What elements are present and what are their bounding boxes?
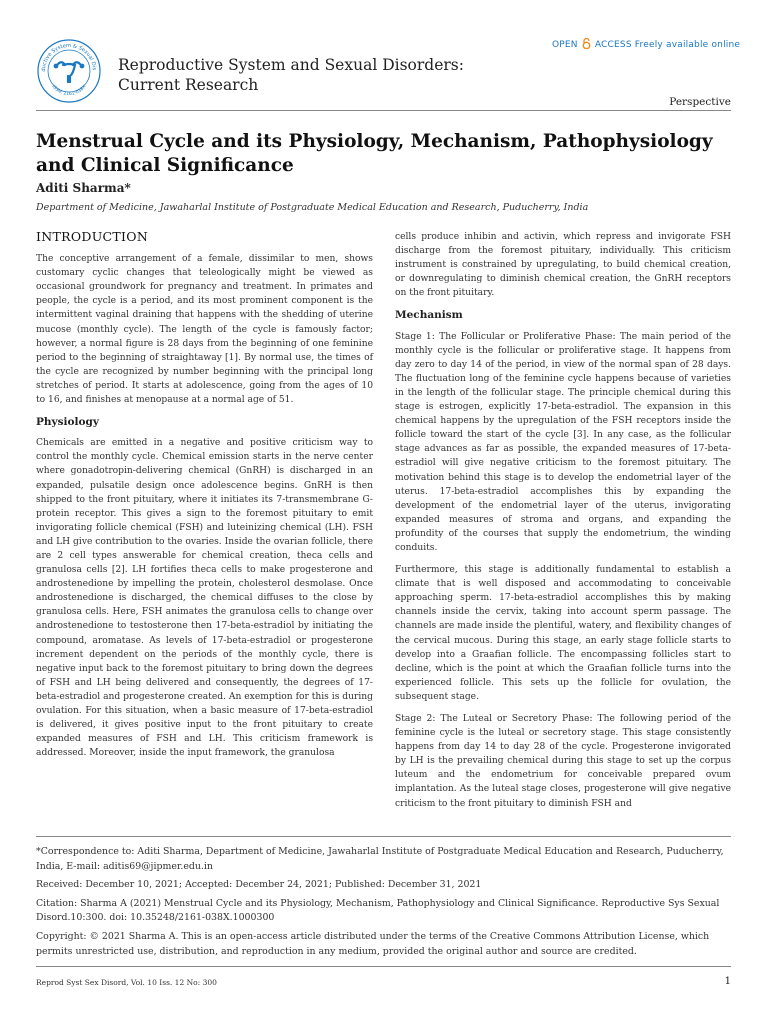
physiology-paragraph: Chemicals are emitted in a negative and positive criticism way to control the monthly cycle. Chemical emission starts in the nerve center where gonadotropin-delivering chemical (GnRH) is discharged in an expanded, pulsatile design once adolescence begins. GnRH is then shipped to the front pituitary, where it initiates its 7-transmembrane G-protein receptor. This gives a sign to the foremost pituitary to emit invigorating follicle chemical (FSH) and luteinizing chemical (LH). FSH and LH give contribution to the ovaries. Inside the ovarian follicle, there are 2 cell types answerable for chemical creation, theca cells and granulosa cells [2]. LH fortifies theca cells to make progesterone and androstenedione by impelling the protein, cholesterol desmolase. Once androstenedione is discharged, the chemical diffuses to the close by granulosa cells. Here, FSH animates the granulosa cells to change over androstenedione to testosterone then 17-beta-estradiol by initiating the compound, aromatase. As levels of 17-beta-estradiol or progesterone increment dependent on the periods of the monthly cycle, there is negative input back to the foremost pituitary to bring down the degrees of FSH and LH being delivered and consequently, the degrees of 17-beta-estradiol and progesterone created. An exemption for this is during ovulation. For this situation, when a basic measure of 17-beta-estradiol is delivered, it gives positive input to the front pituitary to create expanded measures of FSH and LH. This criticism framework is addressed. Moreover, inside the input framework, the granulosa xyxy=(36,438,373,759)
open-access-badge[interactable] xyxy=(552,38,740,50)
physiology-heading: Physiology xyxy=(36,416,99,429)
mechanism-heading: Mechanism xyxy=(395,309,463,322)
copyright-note: Copyright: © 2021 Sharma A. This is an open-access article distributed under the terms of the Creative Commons Attribution License, which permits unrestricted use, distribution, and reproduction in any medium, provided the original author and source are credited. xyxy=(36,930,710,957)
paper-title: Menstrual Cycle and its Physiology, Mechanism, Pathophysiology and Clinical Significance xyxy=(36,131,713,176)
journal-title xyxy=(118,55,464,95)
correspondence-note: *Correspondence to: Aditi Sharma, Department of Medicine, Jawaharlal Institute of Postgraduate Medical Education and Research, Puducherry, India, E-mail: aditis69@jipmer.edu.in xyxy=(36,846,724,872)
footer-divider xyxy=(36,966,731,967)
journal-title-line1: Reproductive System and Sexual Disorders: xyxy=(118,56,464,74)
right-column xyxy=(395,230,731,819)
journal-logo xyxy=(36,38,102,104)
furthermore-paragraph: Furthermore, this stage is additionally fundamental to establish a climate that is well disposed and accommodating to conceivable approaching sperm. 17-beta-estradiol accomplishes this by making channels inside the cervix, taking into account sperm passage. The channels are made inside the plentiful, watery, and flexibility changes of the cervical mucous. During this stage, an early stage follicle starts to develop into a Graafian follicle. The encompassing follicles start to decline, which is the point at which the Graafian follicle turns into the experienced follicle. This sets up the follicle for ovulation, the subsequent stage. xyxy=(395,565,731,702)
citation-note: Citation: Sharma A (2021) Menstrual Cycle and its Physiology, Mechanism, Pathophysiology and Clinical Significance. Reproductive Sys Sexual Disord.10:300. doi: 10.35248/2161-038X.1000300 xyxy=(36,897,720,924)
article-type: Perspective xyxy=(669,96,731,108)
open-access-open-label: OPEN xyxy=(552,40,578,50)
svg-text:Reproductive System & Sexual D xyxy=(36,38,97,72)
stage2-paragraph: Stage 2: The Luteal or Secretory Phase: The following period of the feminine cycle is the luteal or secretory stage. This stage consistently happens from day 14 to day 28 of the cycle. Progesterone invigorated by LH is the prevailing chemical during this stage to set up the corpus luteum and the endometrium for conceivable prepared ovum implantation. As the luteal stage closes, progesterone will give negative criticism to the front pituitary to diminish FSH and xyxy=(395,714,731,809)
author-affiliation: Department of Medicine, Jawaharlal Institute of Postgraduate Medical Education and Research, Puducherry, India xyxy=(36,202,589,213)
svg-text:ISSN: 2161-038X xyxy=(50,84,87,97)
continuation-paragraph: cells produce inhibin and activin, which repress and invigorate FSH discharge from the foremost pituitary, individually. This criticism instrument is constrained by upregulating, to build chemical creation, or downregulating to diminish chemical creation, the GnRH receptors on the front pituitary. xyxy=(395,232,731,299)
dates-note: Received: December 10, 2021; Accepted: December 24, 2021; Published: December 31, 2021 xyxy=(36,879,482,891)
introduction-paragraph: The conceptive arrangement of a female, dissimilar to men, shows customary cyclic changes that teleologically might be viewed as occasional groundwork for pregnancy and treatment. In primates and people, the cycle is a period, and its most prominent component is the intermittent vaginal draining that happens with the shedding of uterine mucose (monthly cycle). The length of the cycle is famously factor; however, a normal figure is 28 days from the beginning of one feminine period to the beginning of straightaway [1]. By normal use, the times of the cycle are recognized by number beginning with the principal long stretches of period. It starts at adolescence, going from the ages of 10 to 16, and finishes at menopause at a normal age of 51. xyxy=(36,254,373,406)
page-number: 1 xyxy=(724,976,731,987)
open-lock-icon xyxy=(582,38,591,49)
footnotes xyxy=(36,845,731,963)
open-access-rest-label: ACCESS Freely available online xyxy=(594,40,741,50)
logo-issn-text: ISSN: 2161-038X xyxy=(50,84,88,98)
logo-ring-text: ductive System & Sexual Dis xyxy=(40,42,98,72)
left-column xyxy=(36,230,373,768)
footer-citation: Reprod Syst Sex Disord, Vol. 10 Iss. 12 No: 300 xyxy=(36,978,217,987)
introduction-heading: INTRODUCTION xyxy=(36,229,149,244)
author-name: Aditi Sharma* xyxy=(36,181,131,195)
journal-title-line2: Current Research xyxy=(118,76,259,94)
stage1-paragraph: Stage 1: The Follicular or Proliferative Phase: The main period of the monthly cycle is the follicular or proliferative stage. It happens from day zero to day 14 of the period, in view of the normal span of 28 days. The fluctuation long of the feminine cycle happens because of varieties in the length of the follicular stage. The principle chemical during this stage is estrogen, explicitly 17-beta-estradiol. The expansion in this chemical happens by the upregulation of the FSH receptors inside the follicle toward the start of the cycle [3]. In any case, as the follicular stage advances as far as possible, the expanded measures of 17-beta-estradiol will give negative criticism to the foremost pituitary. The motivation behind this stage is to develop the endometrial layer of the uterus. 17-beta-estradiol accomplishes this by expanding the development of the endometrial layer of the uterus, invigorating expanded measures of stroma and organs, and expanding the profundity of the courses that supply the endometrium, the winding conduits. xyxy=(395,331,731,553)
header-divider xyxy=(36,110,731,111)
footnote-divider xyxy=(36,836,731,837)
